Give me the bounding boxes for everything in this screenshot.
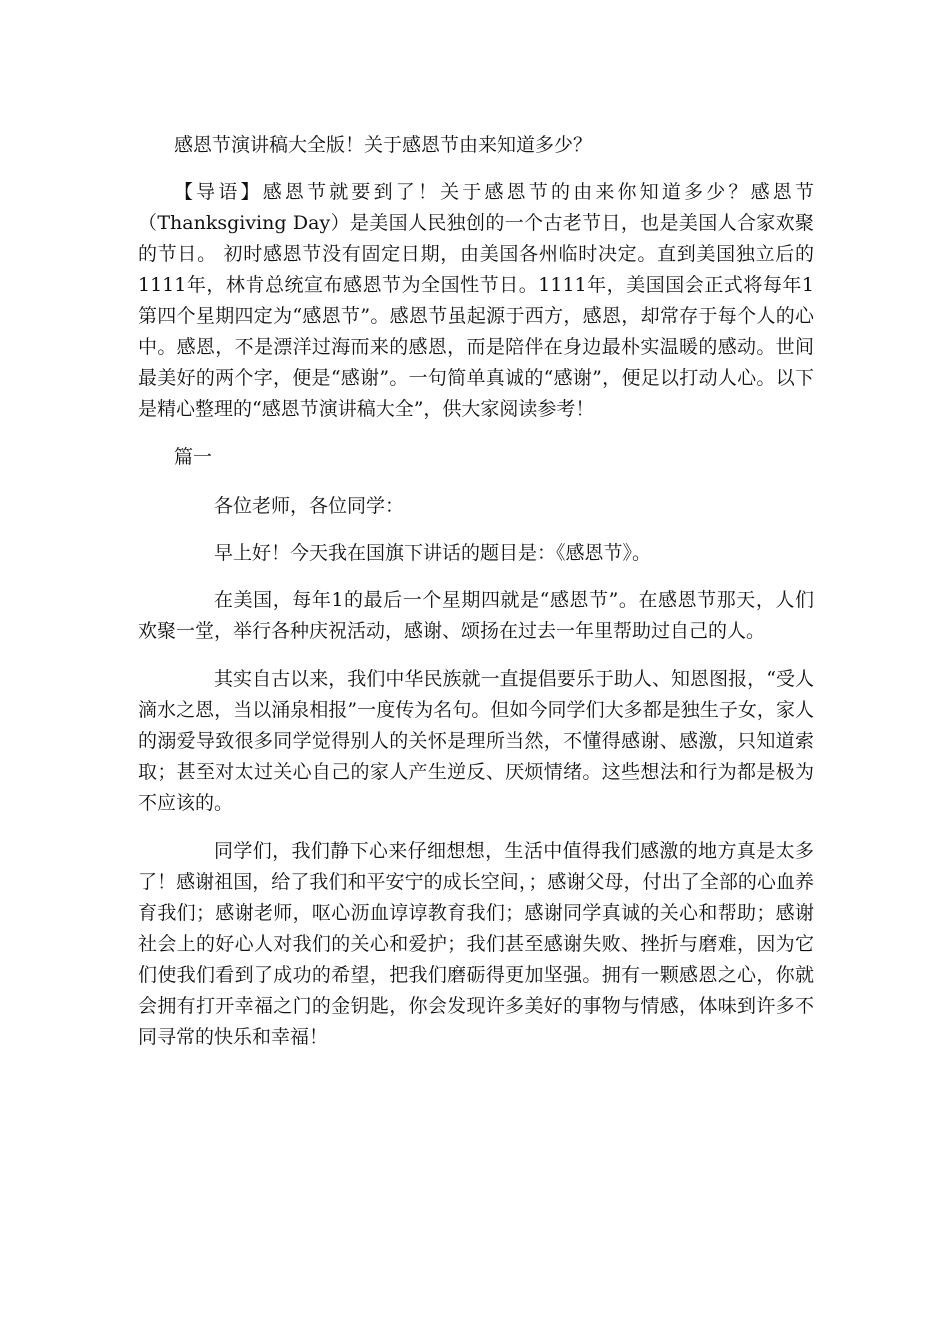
section-label: 篇一: [174, 446, 213, 468]
body-paragraph: 在美国，每年1的最后一个星期四就是“感恩节”。在感恩节那天，人们欢聚一堂，举行各种庆祝活动，感谢、颂扬在过去一年里帮助过自己的人。: [138, 589, 814, 642]
intro-paragraph: 【导语】感恩节就要到了！关于感恩节的由来你知道多少？感恩节（Thanksgiving Day）是美国人民独创的一个古老节日，也是美国人合家欢聚的节日。 初时感恩节没有固定日期，由美国各州临时决定。直到美国独立后的1111年，林肯总统宣布感恩节为全国性节日。1111年，美国国会正式将每年1第四个星期四定为“感恩节”。感恩节虽起源于西方，感恩，却常存于每个人的心中。感恩，不是漂洋过海而来的感恩，而是陪伴在身边最朴实温暖的感动。世间最美好的两个字，便是“感谢”。一句简单真诚的“感谢”，便足以打动人心。以下是精心整理的“感恩节演讲稿大全”，供大家阅读参考！: [138, 181, 814, 420]
salutation: 各位老师，各位同学：: [214, 495, 405, 517]
body-paragraph: 同学们，我们静下心来仔细想想，生活中值得我们感激的地方真是太多了！感谢祖国，给了我们和平安宁的成长空间，；感谢父母，付出了全部的心血养育我们；感谢老师，呕心沥血谆谆教育我们；感谢同学真诚的关心和帮助；感谢社会上的好心人对我们的关心和爱护；我们甚至感谢失败、挫折与磨难，因为它们使我们看到了成功的希望，把我们磨砺得更加坚强。拥有一颗感恩之心，你就会拥有打开幸福之门的金钥匙，你会发现许多美好的事物与情感，体味到许多不同寻常的快乐和幸福！: [138, 840, 814, 1048]
document-title: 感恩节演讲稿大全版！关于感恩节由来知道多少？: [174, 134, 593, 156]
greeting-paragraph: 早上好！今天我在国旗下讲话的题目是：《感恩节》。: [214, 542, 652, 564]
body-paragraph: 其实自古以来，我们中华民族就一直提倡要乐于助人、知恩图报，“受人滴水之恩，当以涌泉相报”一度传为名句。但如今同学们大多都是独生子女，家人的溺爱导致很多同学觉得别人的关怀是理所当然，不懂得感谢、感激，只知道索取；甚至对太过关心自己的家人产生逆反、厌烦情绪。这些想法和行为都是极为不应该的。: [138, 668, 814, 814]
document-body: [138, 130, 814, 1070]
